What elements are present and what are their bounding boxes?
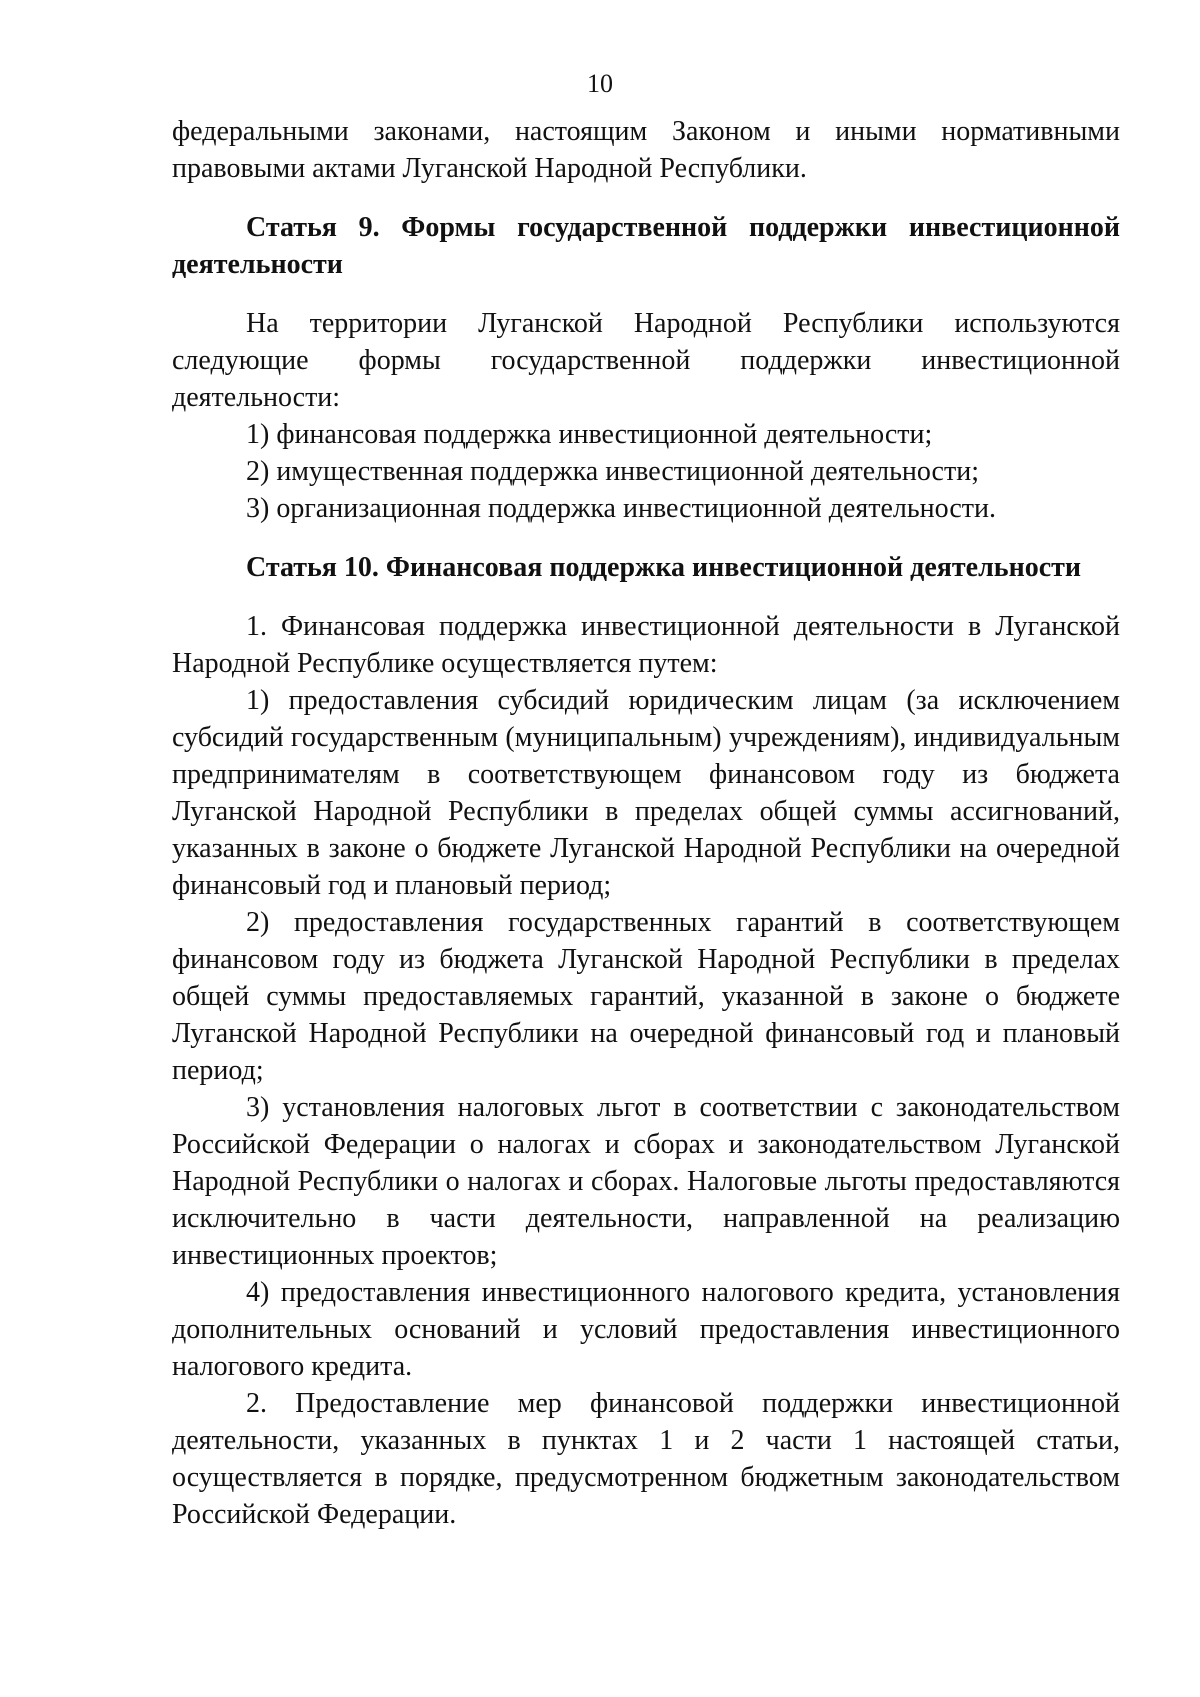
- document-body: [172, 113, 1120, 1533]
- paragraph-continuation: федеральными законами, настоящим Законом и иными нормативными правовыми актами Луганской Народной Республики.: [172, 116, 1120, 184]
- article-10-part-1-item-1: 1) предоставления субсидий юридическим лицам (за исключением субсидий государственным (муниципальным) учреждениям), индивидуальным предпринимателям в соответствующем финансовом году из бюджета Луганской Народной Республики в пределах общей суммы ассигнований, указанных в законе о бюджете Луганской Народной Республики на очередной финансовый год и плановый период;: [172, 685, 1120, 901]
- article-10-part-2: 2. Предоставление мер финансовой поддержки инвестиционной деятельности, указанных в пунктах 1 и 2 части 1 настоящей статьи, осуществляется в порядке, предусмотренном бюджетным законодательством Российской Федерации.: [172, 1388, 1120, 1530]
- article-10-part-1: 1. Финансовая поддержка инвестиционной деятельности в Луганской Народной Республике осуществляется путем:: [172, 611, 1120, 679]
- article-9-item-3: 3) организационная поддержка инвестиционной деятельности.: [246, 493, 996, 524]
- article-10-part-1-item-2: 2) предоставления государственных гарантий в соответствующем финансовом году из бюджета Луганской Народной Республики в пределах общей суммы предоставляемых гарантий, указанной в законе о бюджете Луганской Народной Республики на очередной финансовый год и плановый период;: [172, 907, 1120, 1086]
- article-10-part-1-item-4: 4) предоставления инвестиционного налогового кредита, установления дополнительных оснований и условий предоставления инвестиционного налогового кредита.: [172, 1277, 1120, 1382]
- article-10-heading: Статья 10. Финансовая поддержка инвестиционной деятельности: [246, 552, 1082, 583]
- page-number: 10: [587, 69, 613, 98]
- article-10-part-1-item-3: 3) установления налоговых льгот в соответствии с законодательством Российской Федерации о налогах и сборах и законодательством Луганской Народной Республики о налогах и сборах. Налоговые льготы предоставляются исключительно в части деятельности, направленной на реализацию инвестиционных проектов;: [172, 1092, 1120, 1271]
- article-9-intro: На территории Луганской Народной Республики используются следующие формы государственной поддержки инвестиционной деятельности:: [172, 308, 1120, 413]
- article-9-item-1: 1) финансовая поддержка инвестиционной деятельности;: [246, 419, 933, 450]
- article-9-item-2: 2) имущественная поддержка инвестиционной деятельности;: [246, 456, 979, 487]
- article-9-heading: Статья 9. Формы государственной поддержки инвестиционной деятельности: [172, 212, 1120, 280]
